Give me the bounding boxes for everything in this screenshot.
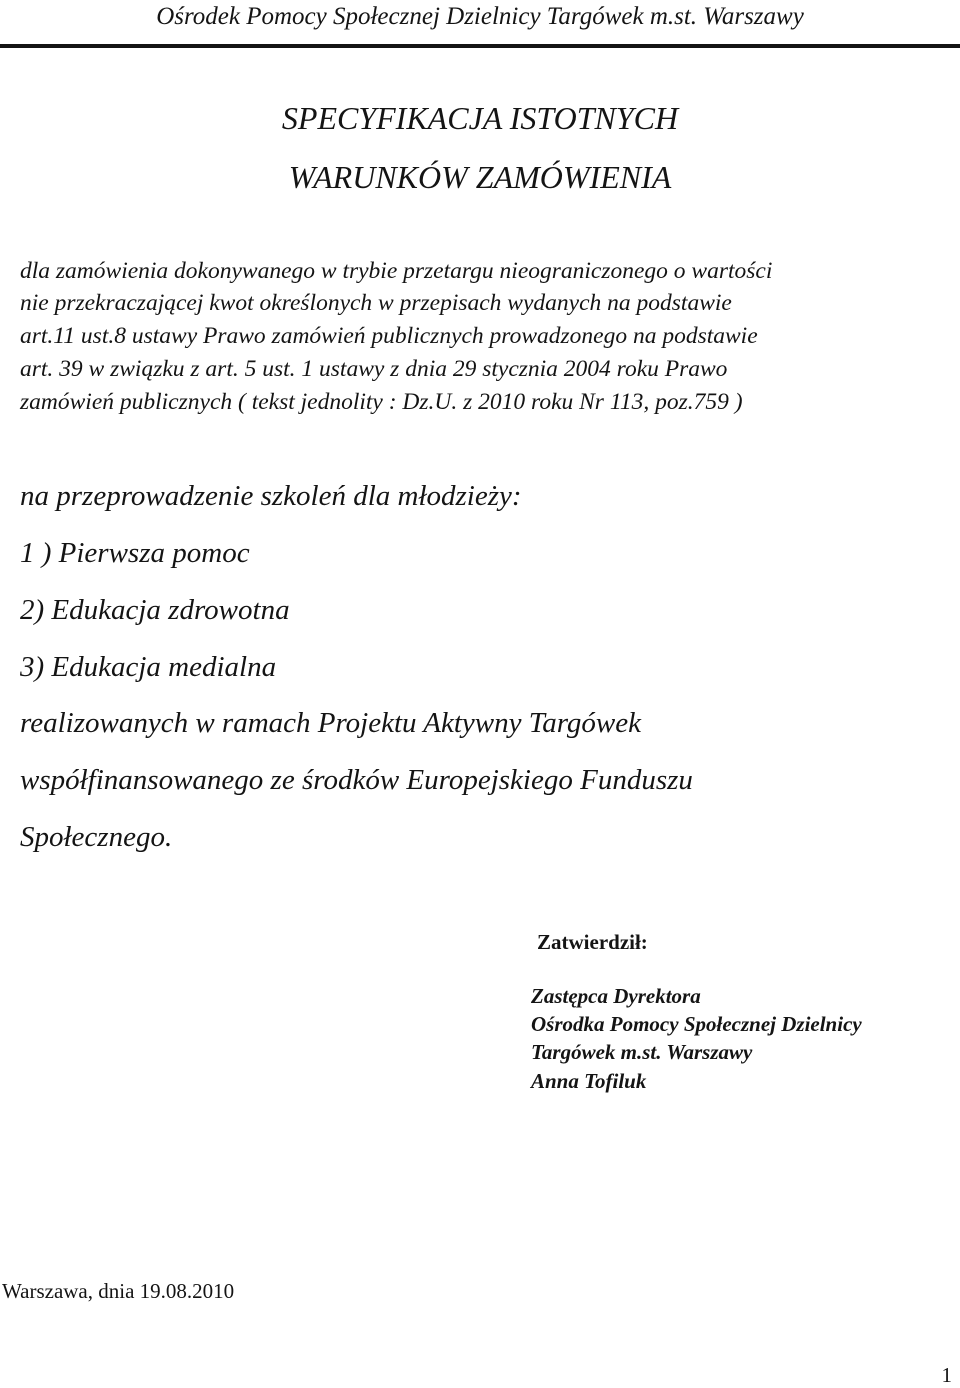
approver-position: Zastępca Dyrektora (531, 984, 701, 1008)
approver-name: Anna Tofiluk (531, 1069, 647, 1093)
approver-institution: Ośrodka Pomocy Społecznej Dzielnicy (531, 1012, 862, 1036)
project-line-2: współfinansowanego ze środków Europejskiego Funduszu (20, 764, 693, 796)
subject-item-1: 1 ) Pierwsza pomoc (20, 537, 250, 569)
approver-district: Targówek m.st. Warszawy (531, 1040, 753, 1064)
project-line-3: Społecznego. (20, 821, 173, 853)
subject-intro: na przeprowadzenie szkoleń dla młodzieży: (20, 480, 522, 512)
subject-item-2: 2) Edukacja zdrowotna (20, 594, 290, 626)
legal-basis-line-5: zamówień publicznych ( tekst jednolity : Dz.U. z 2010 roku Nr 113, poz.759 ) (20, 389, 743, 415)
document-title-line-2: WARUNKÓW ZAMÓWIENIA (288, 159, 672, 195)
document-date: Warszawa, dnia 19.08.2010 (2, 1279, 235, 1303)
document-title-line-1: SPECYFIKACJA ISTOTNYCH (281, 100, 679, 136)
header-divider (0, 44, 960, 48)
page-number: 1 (941, 1363, 952, 1387)
legal-basis-line-1: dla zamówienia dokonywanego w trybie przetargu nieograniczonego o wartości (20, 258, 773, 284)
legal-basis-line-3: art.11 ust.8 ustawy Prawo zamówień publicznych prowadzonego na podstawie (20, 323, 758, 349)
subject-item-3: 3) Edukacja medialna (20, 651, 277, 683)
project-line-1: realizowanych w ramach Projektu Aktywny Targówek (20, 707, 642, 739)
legal-basis-line-4: art. 39 w związku z art. 5 ust. 1 ustawy z dnia 29 stycznia 2004 roku Prawo (20, 356, 728, 382)
approval-heading: Zatwierdził: (537, 930, 648, 954)
legal-basis-line-2: nie przekraczającej kwot określonych w przepisach wydanych na podstawie (20, 290, 732, 316)
header-institution: Ośrodek Pomocy Społecznej Dzielnicy Targówek m.st. Warszawy (156, 3, 804, 30)
